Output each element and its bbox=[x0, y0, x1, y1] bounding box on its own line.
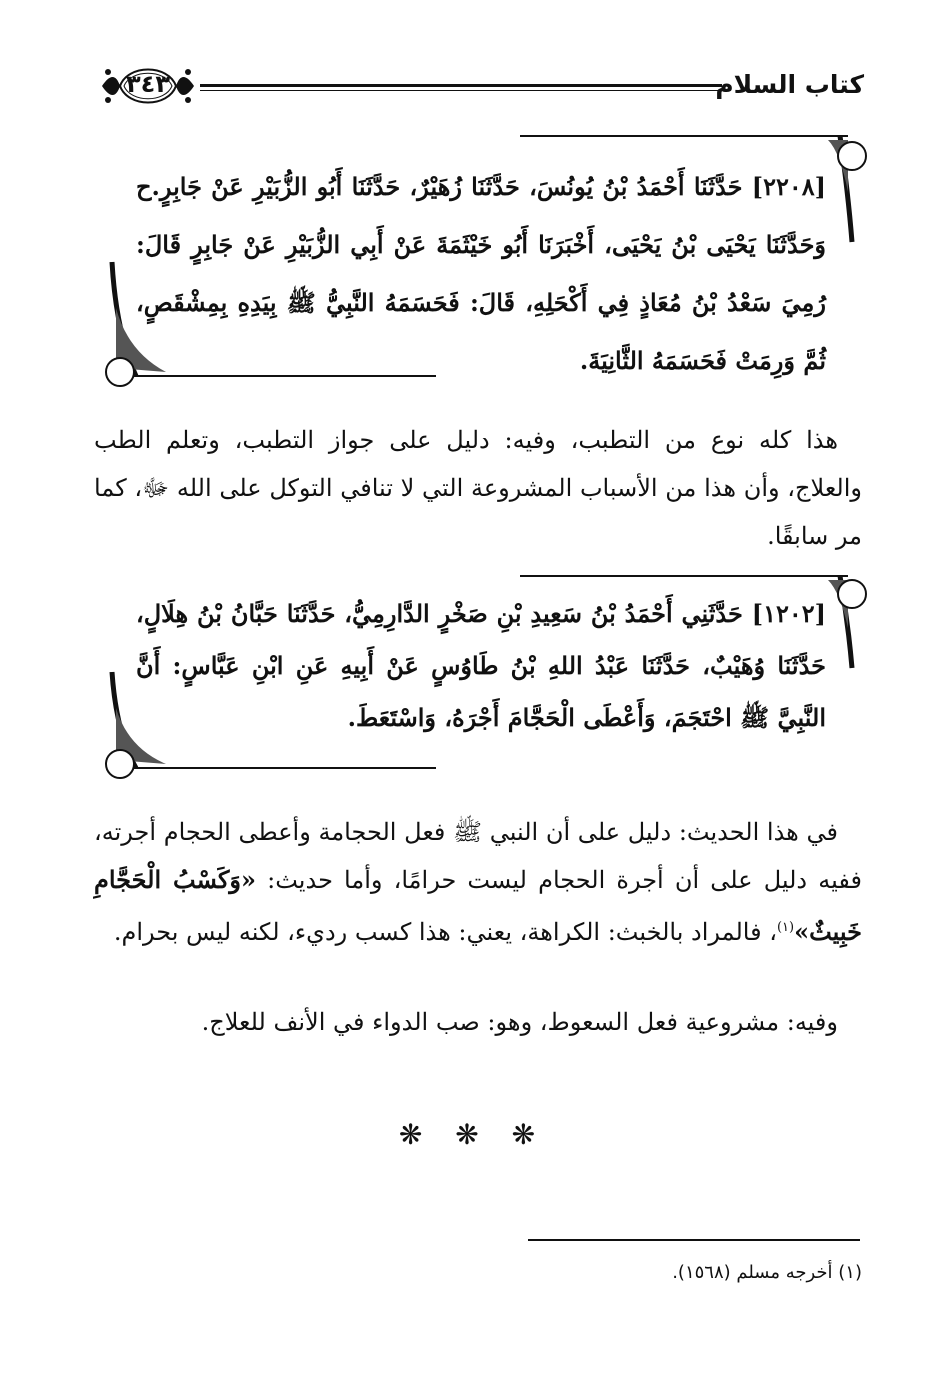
section-separator: ❋ ❋ ❋ bbox=[398, 1118, 548, 1151]
running-title: كتاب السلام bbox=[715, 70, 864, 99]
footnote-rule bbox=[528, 1239, 860, 1241]
page-number: ٣٤٣ bbox=[126, 70, 170, 98]
hadith-quote: «وَكَسْبُ الْحَجَّامِ خَبِيثٌ» bbox=[94, 865, 862, 946]
commentary-paragraph-2 bbox=[94, 808, 862, 956]
commentary-2-intro: في هذا الحديث: دليل على أن النبي ﷺ فعل الحجامة وأعطى الحجام أجرته، ففيه دليل على أن أجرة الحجام ليست حرامًا، وأما حديث: bbox=[94, 818, 862, 894]
commentary-paragraph-1: هذا كله نوع من التطبب، وفيه: دليل على جواز التطبب، وتعلم الطب والعلاج، وأن هذا من الأسباب المشروعة التي لا تنافي التوكل على الله ﷻ، كما مر سابقًا. bbox=[94, 426, 862, 550]
commentary-2-rest: ، فالمراد بالخبث: الكراهة، يعني: هذا كسب رديء، لكنه ليس بحرام. bbox=[113, 918, 777, 946]
footnote: (١) أخرجه مسلم (١٥٦٨). bbox=[672, 1262, 862, 1283]
hadith-text-2208: [٢٢٠٨] حَدَّثَنَا أَحْمَدُ بْنُ يُونُسَ، حَدَّثَنَا زُهَيْرٌ، حَدَّثَنَا أَبُو الزُّبَيْرِ عَنْ جَابِرٍ.ح وَحَدَّثَنَا يَحْيَى بْنُ يَحْيَى، أَخْبَرَنَا أَبُو خَيْثَمَةَ عَنْ أَبِي الزُّبَيْرِ عَنْ جَابِرٍ قَالَ: رُمِيَ سَعْدُ بْنُ مُعَاذٍ فِي أَكْحَلِهِ، قَالَ: فَحَسَمَهُ النَّبِيُّ ﷺ بِيَدِهِ بِمِشْقَصٍ، ثُمَّ وَرِمَتْ فَحَسَمَهُ الثَّانِيَةَ. bbox=[136, 172, 826, 375]
footnote-reference[interactable]: (١) bbox=[776, 920, 795, 935]
hadith-text-1202: [١٢٠٢] حَدَّثَنِي أَحْمَدُ بْنُ سَعِيدِ بْنِ صَخْرٍ الدَّارِمِيُّ، حَدَّثَنَا حَبَّانُ بْنُ هِلَالٍ، حَدَّثَنَا وُهَيْبٌ، حَدَّثَنَا عَبْدُ اللهِ بْنُ طَاوُسٍ عَنْ أَبِيهِ عَنِ ابْنِ عَبَّاسٍ: أَنَّ النَّبِيَّ ﷺ احْتَجَمَ، وَأَعْطَى الْحَجَّامَ أَجْرَهُ، وَاسْتَعَطَ. bbox=[136, 599, 826, 732]
commentary-paragraph-3: وفيه: مشروعية فعل السعوط، وهو: صب الدواء في الأنف للعلاج. bbox=[201, 1008, 838, 1036]
header-rule bbox=[200, 84, 722, 91]
